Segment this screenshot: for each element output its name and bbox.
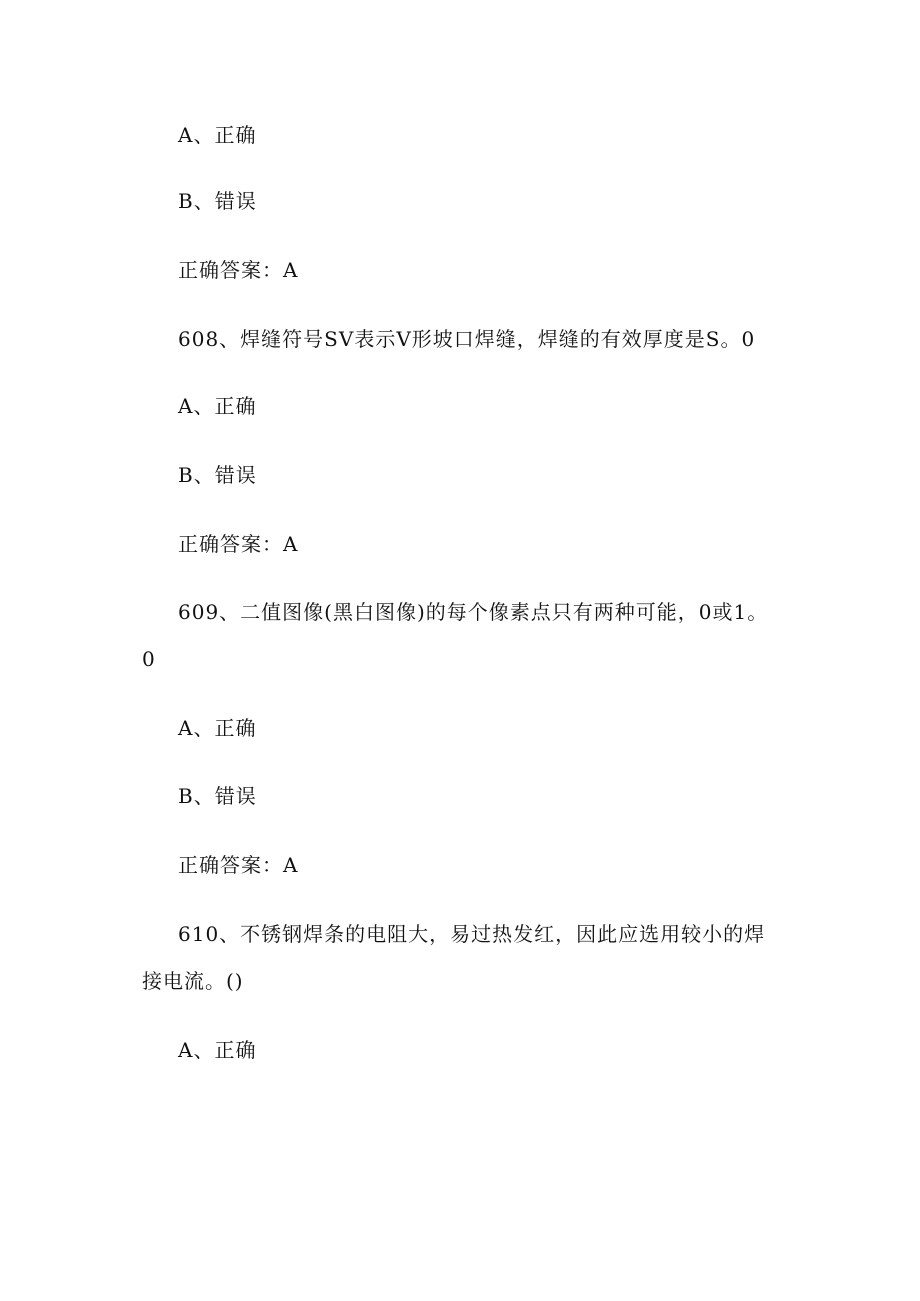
option-b: B、错误 [178, 463, 257, 487]
answer-line: 正确答案：A [178, 258, 299, 282]
option-b: B、错误 [178, 784, 257, 808]
option-a: A、正确 [178, 716, 257, 740]
question-610-line1: 610、不锈钢焊条的电阻大，易过热发红，因此应选用较小的焊 [178, 922, 766, 946]
question-609-line1: 609、二值图像(黑白图像)的每个像素点只有两种可能，0或1。 [178, 600, 769, 624]
option-b: B、错误 [178, 189, 257, 213]
option-a: A、正确 [178, 123, 257, 147]
option-a: A、正确 [178, 394, 257, 418]
option-a: A、正确 [178, 1038, 257, 1062]
answer-line: 正确答案：A [178, 532, 299, 556]
question-609-line2: 0 [142, 647, 156, 671]
answer-line: 正确答案：A [178, 853, 299, 877]
question-608: 608、焊缝符号SV表示V形坡口焊缝，焊缝的有效厚度是S。0 [178, 327, 756, 351]
question-610-line2: 接电流。() [142, 969, 244, 993]
